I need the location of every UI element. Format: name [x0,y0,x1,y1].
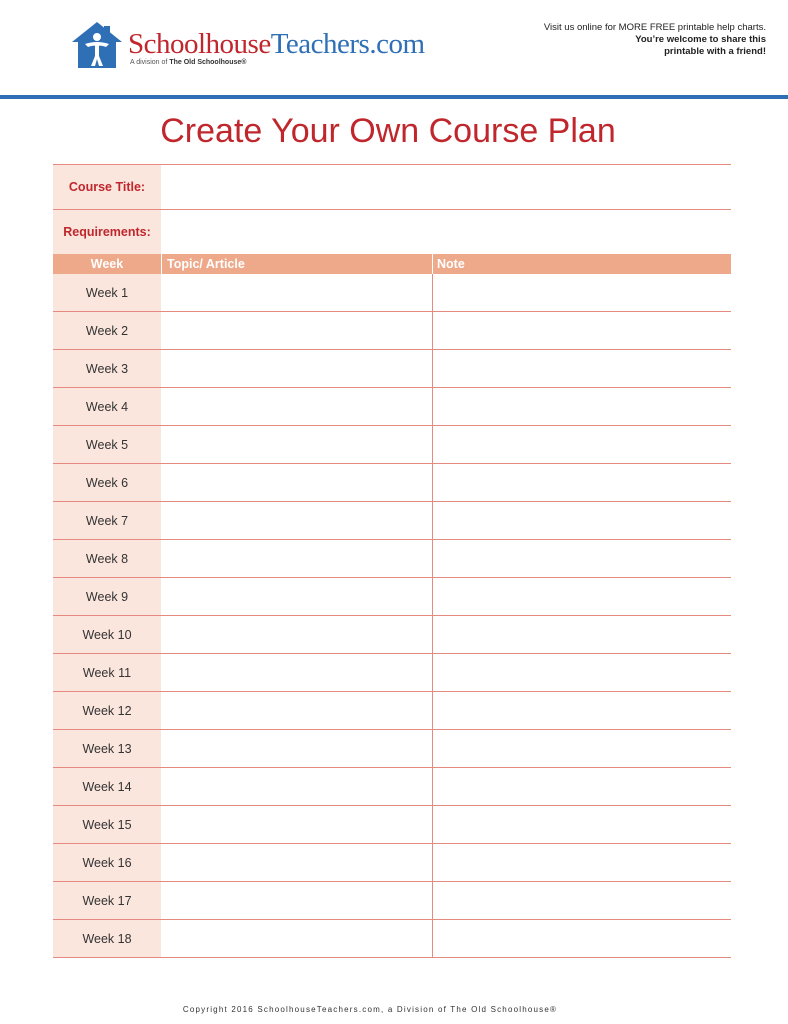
table-row [53,920,731,958]
topic-cell[interactable] [161,350,432,387]
note-cell[interactable] [432,616,731,653]
topic-cell[interactable] [161,844,432,881]
brand-name-part2: Teachers.com [270,28,425,60]
week-label: Week 8 [53,540,161,577]
table-row [53,616,731,654]
requirements-label: Requirements: [53,210,161,254]
brand-name [128,28,425,61]
note-cell[interactable] [432,844,731,881]
table-row [53,730,731,768]
week-label: Week 17 [53,882,161,919]
topic-cell[interactable] [161,806,432,843]
week-label: Week 5 [53,426,161,463]
topic-cell[interactable] [161,882,432,919]
table-header-row [53,254,731,274]
note-cell[interactable] [432,768,731,805]
week-label: Week 16 [53,844,161,881]
table-row [53,426,731,464]
topic-cell[interactable] [161,426,432,463]
week-label: Week 13 [53,730,161,767]
course-title-label: Course Title: [53,165,161,209]
week-rows [53,274,731,958]
topic-cell[interactable] [161,920,432,957]
week-label: Week 1 [53,274,161,311]
course-title-row [53,164,731,209]
header-divider-2 [432,254,433,274]
topic-cell[interactable] [161,312,432,349]
table-row [53,388,731,426]
tagline-prefix: A division of [130,59,168,66]
week-label: Week 7 [53,502,161,539]
header-divider-1 [161,254,162,274]
note-cell[interactable] [432,692,731,729]
week-label: Week 4 [53,388,161,425]
note-cell[interactable] [432,350,731,387]
share-note-line3: printable with a friend! [664,46,766,57]
header-topic: Topic/ Article [167,257,245,271]
note-cell[interactable] [432,502,731,539]
topic-cell[interactable] [161,502,432,539]
week-label: Week 11 [53,654,161,691]
topic-cell[interactable] [161,654,432,691]
note-cell[interactable] [432,464,731,501]
brand-tagline [130,59,246,66]
table-row [53,806,731,844]
week-label: Week 6 [53,464,161,501]
page-title: Create Your Own Course Plan [160,112,616,150]
week-label: Week 12 [53,692,161,729]
note-cell[interactable] [432,920,731,957]
table-row [53,692,731,730]
week-label: Week 14 [53,768,161,805]
week-label: Week 9 [53,578,161,615]
copyright-footer: Copyright 2016 SchoolhouseTeachers.com, a Division of The Old Schoolhouse® [182,1005,558,1014]
table-row [53,768,731,806]
header-divider [0,95,788,99]
header-note: Note [437,257,465,271]
table-row [53,464,731,502]
note-cell[interactable] [432,806,731,843]
share-note-line2: You’re welcome to share this [635,34,766,45]
topic-cell[interactable] [161,464,432,501]
note-cell[interactable] [432,882,731,919]
note-cell[interactable] [432,578,731,615]
table-row [53,844,731,882]
brand-name-part1: Schoolhouse [128,28,271,60]
header-week: Week [90,257,124,271]
week-label: Week 10 [53,616,161,653]
week-label: Week 2 [53,312,161,349]
note-cell[interactable] [432,730,731,767]
topic-cell[interactable] [161,692,432,729]
share-note [544,22,766,58]
topic-cell[interactable] [161,540,432,577]
share-note-line1: Visit us online for MORE FREE printable help charts. [543,22,766,33]
note-cell[interactable] [432,426,731,463]
note-cell[interactable] [432,274,731,311]
note-cell[interactable] [432,540,731,577]
topic-cell[interactable] [161,730,432,767]
table-row [53,502,731,540]
note-cell[interactable] [432,388,731,425]
note-cell[interactable] [432,654,731,691]
table-row [53,654,731,692]
week-label: Week 15 [53,806,161,843]
week-label: Week 18 [53,920,161,957]
topic-cell[interactable] [161,578,432,615]
table-row [53,578,731,616]
note-cell[interactable] [432,312,731,349]
topic-cell[interactable] [161,768,432,805]
topic-cell[interactable] [161,388,432,425]
topic-cell[interactable] [161,616,432,653]
page-header [0,0,788,100]
table-row [53,540,731,578]
course-title-field[interactable] [161,165,731,209]
tagline-company: The Old Schoolhouse® [169,59,247,66]
requirements-field[interactable] [161,210,731,254]
requirements-row [53,209,731,254]
week-label: Week 3 [53,350,161,387]
house-logo-icon [70,20,124,70]
table-row [53,350,731,388]
table-row [53,274,731,312]
table-row [53,312,731,350]
table-row [53,882,731,920]
topic-cell[interactable] [161,274,432,311]
course-plan-form [53,164,731,958]
